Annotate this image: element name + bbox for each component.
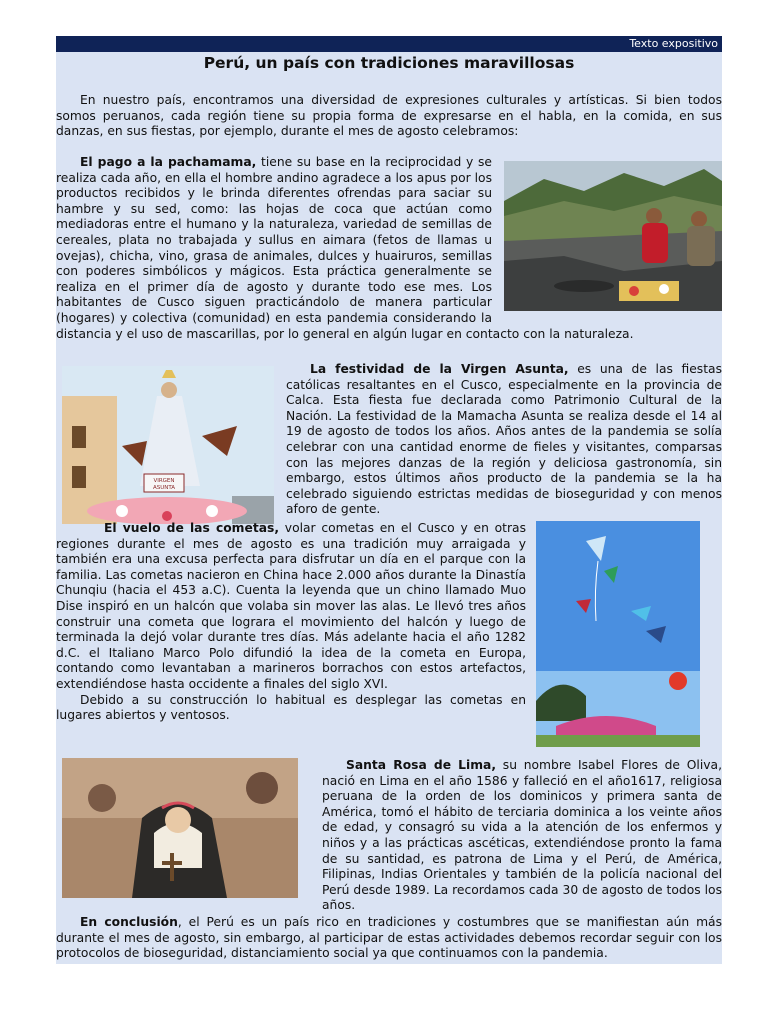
virgen-banner-line2: ASUNTA	[152, 485, 176, 491]
virgen-photo-slot	[56, 366, 278, 526]
cometas-section	[56, 521, 722, 751]
virgen-banner-line1: VIRGEN	[153, 478, 175, 484]
rosa-photo	[62, 758, 298, 898]
genre-tag: Texto expositivo	[629, 37, 718, 50]
intro-text: En nuestro país, encontramos una diversidad de expresiones culturales y artísticas. Si bien todos somos peruanos, cada región tiene su propia forma de expresarse en el habla, en la comida, en sus danzas, en sus fiestas, por ejemplo, durante el mes de agosto celebramos:	[56, 93, 722, 139]
intro-paragraph	[56, 93, 722, 140]
pachamama-section	[56, 155, 722, 342]
cometas-text: volar cometas en el Cusco y en otras regiones durante el mes de agosto es una tradición muy arraigada y también era una excusa perfecta para disfrutar un día en el parque con la familia. Las cometas nacieron en China hace 2.000 años durante la Dinastía Chunqiu (hacia el 453 a.C). Cuenta la leyenda que un chino llamado Muo Dise inspiró en un halcón que volaba sin mover las alas. Le llevó tres años construir una cometa que lograra el movimiento del halcón y luego de terminada la dejó volar durante tres días. Más adelante hacia el año 1282 d.C. el Italiano Marco Polo difundió la idea de la cometa en Europa, contando como levantaban a marineros borrachos con estos artefactos, extendiéndose hasta occidente a finales del siglo XVI.	[56, 521, 527, 691]
cometas-heading: El vuelo de las cometas,	[104, 521, 280, 535]
pachamama-photo	[504, 161, 722, 311]
virgen-section	[56, 362, 722, 528]
cometas-photo-slot	[534, 521, 722, 749]
cometas-text-2: Debido a su construcción lo habitual es desplegar las cometas en lugares abiertos y ventosos.	[56, 692, 526, 723]
rosa-heading: Santa Rosa de Lima,	[346, 758, 497, 772]
pachamama-text: tiene su base en la reciprocidad y se realiza cada año, en ella el hombre andino agradece a los apus por los productos recibidos y le brinda diferentes ofrendas para saciar su hambre y su sed, como: las hojas de coca que actúan como mediadoras entre el humano y la naturaleza, variedad de semillas de cereales, plata no trabajada y sullus en aimara (fetos de llamas u ovejas), chicha, vino, grasa de animales, dulces y huairuros, semillas con poderes simbólicos y mágicos. Esta práctica generalmente se realiza en el primer día de agosto y durante todo ese mes. Los habitantes de Cusco siguen practicándolo de manera particular (hogares) y colectiva (comunidad) en esta pandemia considerando la distancia y el uso de mascarillas, por lo general en algún lugar en contacto con la naturaleza.	[56, 155, 634, 341]
virgen-photo	[62, 366, 274, 524]
page-title: Perú, un país con tradiciones maravillosas	[203, 54, 575, 72]
pachamama-photo-slot	[500, 161, 722, 313]
virgen-heading: La festividad de la Virgen Asunta,	[310, 362, 569, 376]
conclusion-heading: En conclusión	[80, 915, 178, 929]
conclusion-paragraph	[56, 915, 722, 962]
rosa-section	[56, 758, 722, 914]
pachamama-heading: El pago a la pachamama,	[80, 155, 257, 169]
document-page	[56, 36, 722, 964]
intro-section	[56, 93, 722, 140]
virgen-text: es una de las fiestas católicas resaltantes en el Cusco, especialmente en la provincia de Calca. Esta fiesta fue declarada como Patrimonio Cultural de la Nación. La festividad de la Mamacha Asunta se realiza desde el 14 al 19 de agosto de todos los años. Años antes de la pandemia se solía celebrar con una cantidad enorme de fieles y visitantes, comparsas con las mejores danzas de la región y deliciosa gastronomía, sin embargo, estos últimos años producto de la pandemia se la ha celebrado siguiendo estrictas medidas de bioseguridad y con menos aforo de gente.	[286, 362, 722, 517]
rosa-photo-slot	[56, 758, 314, 900]
cometas-photo	[536, 521, 700, 747]
rosa-text: su nombre Isabel Flores de Oliva, nació en Lima en el año 1586 y falleció en el año1617, religiosa peruana de la orden de los dominicos y primera santa de América, tomó el hábito de terciaria dominica a los veinte años de edad, y consagró su vida a la atención de los enfermos y niños y a las prácticas ascéticas, extendiéndose pronto la fama de su santidad, es patrona de Lima y el Perú, de América, Filipinas, Indias Orientales y también de la policía nacional del Perú desde 1989. La recordamos cada 30 de agosto de todos los años.	[322, 758, 722, 913]
conclusion-section	[56, 915, 722, 962]
top-bar	[56, 36, 722, 52]
conclusion-text: , el Perú es un país rico en tradiciones y costumbres que se manifiestan aún más durante el mes de agosto, sin embargo, al participar de estas actividades debemos recordar seguir con los protocolos de bioseguridad, distanciamiento social ya que continuamos con la pandemia.	[56, 915, 722, 961]
